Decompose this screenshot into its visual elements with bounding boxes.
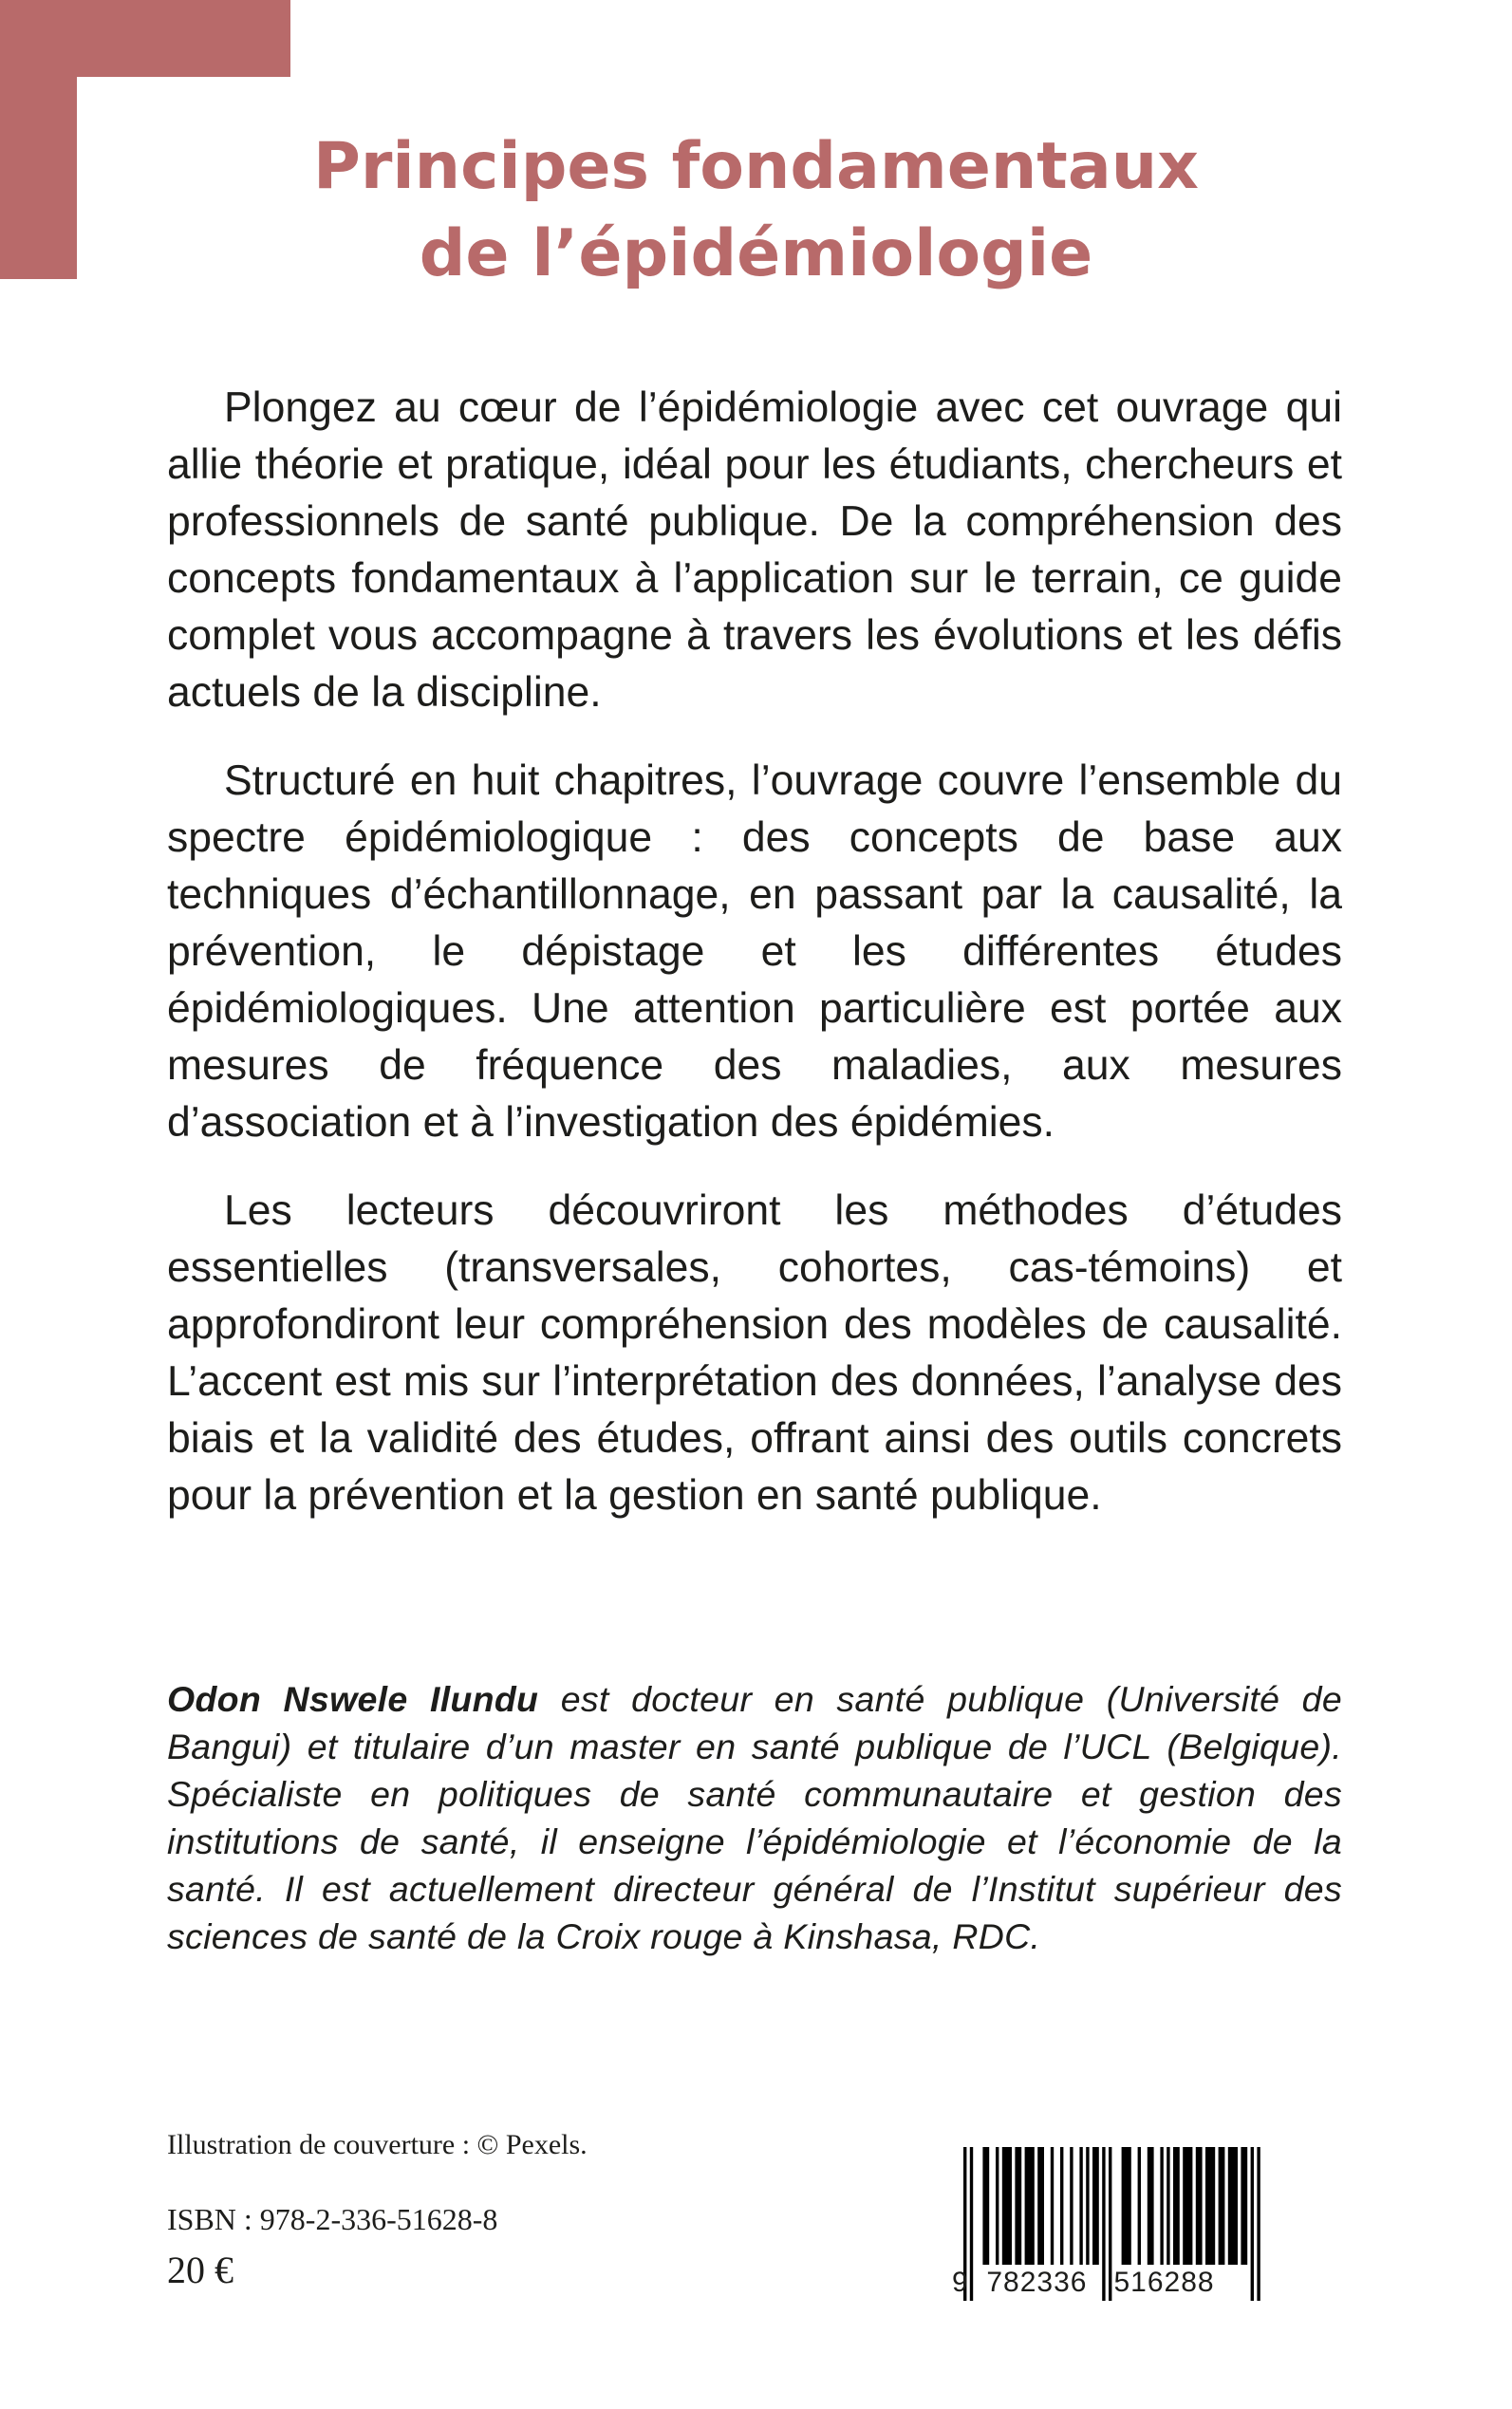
barcode-bar [1079,2147,1082,2265]
barcode-number [952,2267,1294,2299]
barcode-bar [1070,2147,1073,2265]
barcode-bar [1148,2147,1154,2265]
price-text: 20 € [167,2249,233,2291]
barcode-bar [1060,2147,1063,2265]
barcode-bar [1122,2147,1131,2265]
barcode-bar [1183,2147,1192,2265]
author-bio-text: est docteur en santé publique (Université de Bangui) et titulaire d’un master en santé publique de l’UCL (Belgique). Spécialiste en politiques de santé communautaire et gestion des institutions de santé, il enseigne l’épidémiologie et l’économie de la santé. Il est actuellement directeur général de l’Institut supérieur des sciences de santé de la Croix rouge à Kinshasa, RDC. [167,1679,1342,1956]
book-description [167,380,1342,1556]
barcode-bar [1205,2147,1215,2265]
barcode-bar [1138,2147,1141,2265]
illustration-credit: Illustration de couverture : © Pexels. [167,2129,588,2160]
barcode-bar [982,2147,989,2265]
barcode-bar [996,2147,999,2265]
isbn-text: ISBN : 978-2-336-51628-8 [167,2202,498,2236]
description-paragraph-3: Les lecteurs découvriront les méthodes d’études essentielles (transversales, cohortes, cas-témoins) et approfondiront leur compréhension des modèles de causalité. L’accent est mis sur l’interprétation des données, l’analyse des biais et la validité des études, offrant ainsi des outils concrets pour la prévention et la gestion en santé publique. [167,1187,1342,1519]
barcode-bar [1196,2147,1203,2265]
description-paragraph-2: Structuré en huit chapitres, l’ouvrage couvre l’ensemble du spectre épidémiologique : des concepts de base aux techniques d’échantillonnage, en passant par la causalité, la prévention, le dépistage et les différentes études épidémiologiques. Une attention particulière est portée aux mesures de fréquence des maladies, aux mesures d’association et à l’investigation des épidémies. [167,757,1342,1146]
barcode-bar [1228,2147,1238,2265]
barcode-group-1: 782336 [986,2267,1088,2298]
author-bio [167,1675,1342,1960]
barcode-group-2: 516288 [1113,2267,1215,2298]
barcode-bar [1241,2147,1247,2265]
corner-accent-bar-vertical [0,0,77,279]
barcode-bar [1037,2147,1044,2265]
barcode-bar [1015,2147,1021,2265]
book-title [218,123,1294,298]
barcode-bar [1173,2147,1180,2265]
barcode-bar [1025,2147,1035,2265]
barcode-bar [1160,2147,1163,2265]
description-paragraph-1: Plongez au cœur de l’épidémiologie avec cet ouvrage qui allie théorie et pratique, idéal pour les étudiants, chercheurs et professionnels de santé publique. De la compréhension des concepts fondamentaux à l’application sur le terrain, ce guide complet vous accompagne à travers les évolutions et les défis actuels de la discipline. [167,384,1342,716]
title-line-1: Principes fondamentaux [313,129,1199,204]
barcode-bar [1002,2147,1012,2265]
barcode-bar [1051,2147,1054,2265]
barcode-bar [1086,2147,1089,2265]
barcode-first-digit: 9 [952,2267,969,2298]
barcode-bar [1167,2147,1169,2265]
barcode-bar [1092,2147,1099,2265]
title-line-2: de l’épidémiologie [419,216,1093,291]
barcode-bar [1219,2147,1225,2265]
author-name: Odon Nswele Ilundu [167,1679,539,1719]
